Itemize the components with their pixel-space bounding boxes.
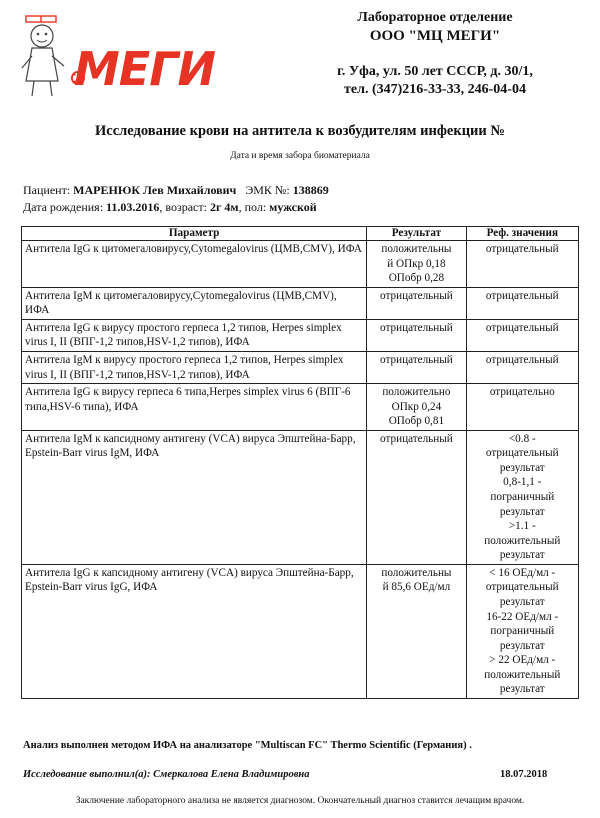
org-address: г. Уфа, ул. 50 лет СССР, д. 30/1, [337,64,533,79]
reference-line: результат [499,683,545,696]
reference-cell [466,241,578,288]
results-table [21,226,579,699]
result-cell [367,287,466,319]
reference-line: положительный [484,534,561,547]
parameter-cell: Антитела IgG к вирусу простого герпеса 1,2 типов, Herpes simplex virus I, II (ВПГ-1,2 типов,HSV-1,2 типов), ИФА [22,319,367,351]
table-row [22,430,579,564]
result-cell [367,430,466,564]
birth-date: 11.03.2016 [106,200,160,214]
result-line: положительны [381,566,452,579]
result-line: отрицательный [380,289,453,302]
reference-line: положительный [484,668,561,681]
header-reference: Реф. значения [466,227,578,241]
reference-line: отрицательный [485,447,559,460]
result-line: ОПобр 0,81 [388,415,445,428]
reference-line: отрицательный [485,581,559,594]
reference-line: отрицательный [485,321,559,334]
sex-value: мужской [269,200,317,214]
result-line: й ОПкр 0,18 [387,257,446,270]
table-row [22,241,579,288]
table-row [22,287,579,319]
reference-line: результат [499,639,545,652]
reference-line: результат [499,595,545,608]
result-cell [367,564,466,698]
sex-label: пол: [244,200,267,214]
emk-number: 138869 [292,183,329,197]
reference-cell [466,430,578,564]
sample-time-label: Дата и время забора биоматериала [230,151,370,161]
reference-line: результат [499,505,545,518]
patient-label: Пациент: [23,183,71,197]
org-department: Лабораторное отделение [357,10,513,25]
birth-line: Дата рождения: 11.03.2016, возраст: 2г 4м, пол: мужской [23,200,317,214]
report-date: 18.07.2018 [500,769,548,780]
reference-line: <0.8 - [508,432,536,445]
org-name: ООО "МЦ МЕГИ" [369,28,501,44]
reference-line: отрицательный [485,243,559,255]
logo-wordmark: МЕГИ [74,42,216,96]
result-line: ОПкр 0,24 [391,400,442,413]
result-cell [367,319,466,351]
result-cell [367,241,466,288]
age-label: возраст: [165,200,207,214]
table-row [22,384,579,431]
reference-line: пограничный [490,491,555,503]
result-line: отрицательный [380,321,453,334]
patient-name: МАРЕНЮК Лев Михайлович [73,183,237,197]
parameter-cell: Антитела IgM к капсидному антигену (VCA) вируса Эпштейна-Барр, Epstein-Barr virus IgM, ИФА [22,430,367,564]
reference-line: пограничный [490,625,555,638]
result-cell [367,351,466,383]
reference-cell [466,351,578,383]
parameter-cell: Антитела IgM к вирусу простого герпеса 1,2 типов, Herpes simplex virus I, II (ВПГ-1,2 типов,HSV-1,2 типов), ИФА [22,351,367,383]
birth-label: Дата рождения: [23,200,104,214]
result-line: положительно [382,386,451,399]
result-cell [367,384,466,431]
table-header-row [22,227,579,241]
header-result: Результат [367,227,466,241]
reference-line: результат [499,461,545,474]
performer-note: Исследование выполнил(а): Смеркалова Елена Владимировна [23,769,310,780]
age-value: 2г 4м [209,200,239,214]
reference-cell [466,287,578,319]
reference-line: >1.1 - [508,520,536,533]
table-row [22,351,579,383]
parameter-cell: Антитела IgG к капсидному антигену (VCA) вируса Эпштейна-Барр, Epstein-Barr virus IgG, ИФА [22,564,367,698]
table-row [22,564,579,698]
parameter-cell: Антитела IgG к цитомегаловирусу,Cytomegalovirus (ЦМВ,CMV), ИФА [22,241,367,288]
header-parameter: Параметр [22,227,367,241]
table-row [22,319,579,351]
result-line: отрицательный [380,432,453,445]
result-line: ОПобр 0,28 [388,272,445,285]
reference-line: отрицательный [485,353,559,366]
reference-line: > 22 ОЕд/мл - [489,654,556,667]
parameter-cell: Антитела IgM к цитомегаловирусу,Cytomegalovirus (ЦМВ,CMV), ИФА [22,287,367,319]
reference-cell [466,564,578,698]
reference-cell [466,319,578,351]
reference-cell [466,384,578,431]
reference-line: отрицательно [489,386,555,399]
method-note: Анализ выполнен методом ИФА на анализаторе "Multiscan FC" Thermo Scientific (Германия) . [23,740,472,751]
company-logo [18,6,258,102]
parameter-cell: Антитела IgG к вирусу герпеса 6 типа,Herpes simplex virus 6 (ВПГ-6 типа,HSV-6 типа), ИФА [22,384,367,431]
reference-line: 16-22 ОЕд/мл - [486,610,559,623]
reference-line: отрицательный [485,289,559,302]
disclaimer: Заключение лабораторного анализа не является диагнозом. Окончательный диагноз ставится лечащим врачом. [75,796,525,806]
patient-line [23,183,329,198]
reference-line: < 16 ОЕд/мл - [489,566,556,579]
result-line: отрицательный [380,353,453,366]
document-title: Исследование крови на антитела к возбудителям инфекции № [95,123,505,139]
result-line: й 85,6 ОЕд/мл [382,581,451,594]
result-line: положительны [381,243,452,255]
org-phone: тел. (347)216-33-33, 246-04-04 [344,82,526,97]
emk-label: ЭМК №: [245,183,290,197]
reference-line: результат [499,549,545,562]
reference-line: 0,8-1,1 - [503,476,542,489]
